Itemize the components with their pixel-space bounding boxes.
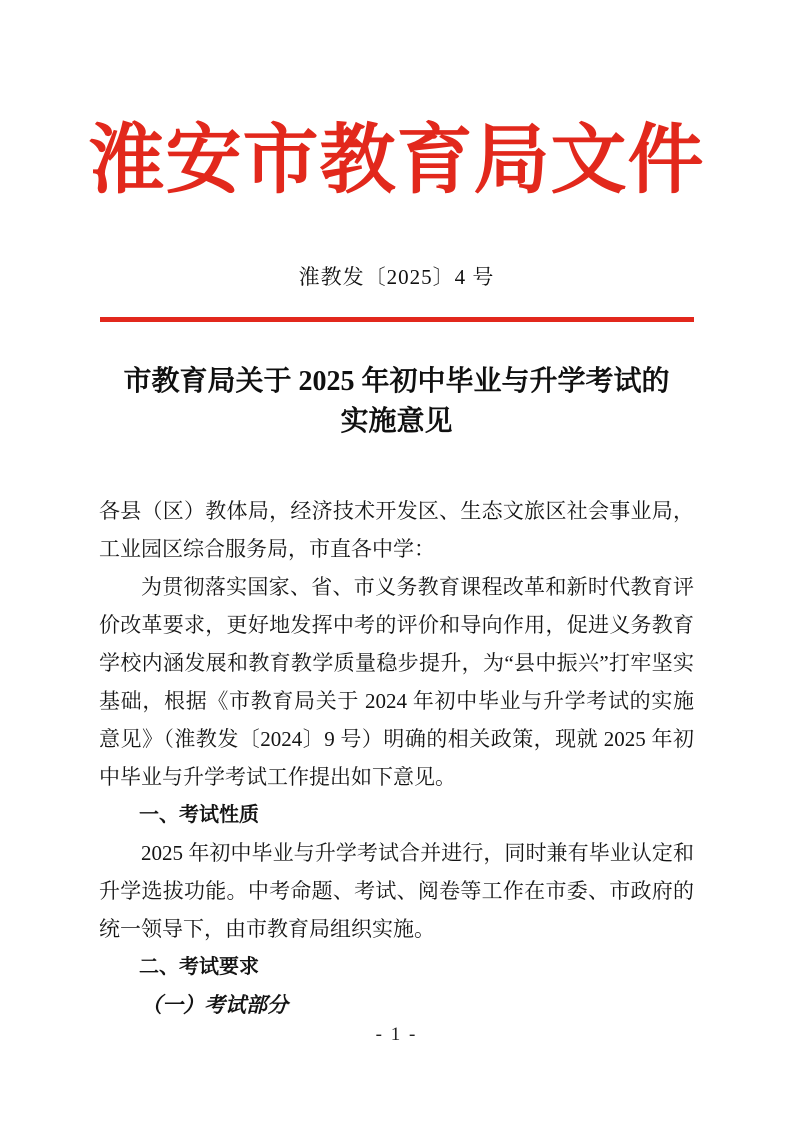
section-heading-exam-requirements: 二、考试要求: [139, 955, 259, 978]
document-header-title: 淮安市教育局文件: [88, 119, 705, 203]
subsection-heading-exam-part: （一）考试部分: [141, 992, 288, 1017]
document-number: 淮教发〔2025〕4 号: [298, 264, 495, 289]
document-title-line2: 实施意见: [340, 405, 453, 437]
document-body: [99, 492, 694, 1024]
paragraph-policy-background: 为贯彻落实国家、省、市义务教育课程改革和新时代教育评价改革要求，更好地发挥中考的评价和导向作用，促进义务教育学校内涵发展和教育教学质量稳步提升，为“县中振兴”打牢坚实基础，根据《市教育局关于 2024 年初中毕业与升学考试的实施意见》（淮教发〔2024〕9 号）明确的相关政策，现就 2025 年初中毕业与升学考试工作提出如下意见。: [99, 574, 694, 789]
document-title-line1: 市教育局关于 2025 年初中毕业与升学考试的: [123, 365, 670, 397]
document-title: [77, 362, 717, 442]
red-divider-line: [100, 317, 694, 322]
page-number: - 1 -: [375, 1024, 418, 1045]
salutation-paragraph: 各县（区）教体局，经济技术开发区、生态文旅区社会事业局，工业园区综合服务局，市直各中学：: [99, 498, 694, 561]
section-heading-exam-nature: 一、考试性质: [139, 803, 259, 826]
paragraph-exam-nature: 2025 年初中毕业与升学考试合并进行，同时兼有毕业认定和升学选拔功能。中考命题、考试、阅卷等工作在市委、市政府的统一领导下，由市教育局组织实施。: [99, 840, 694, 941]
